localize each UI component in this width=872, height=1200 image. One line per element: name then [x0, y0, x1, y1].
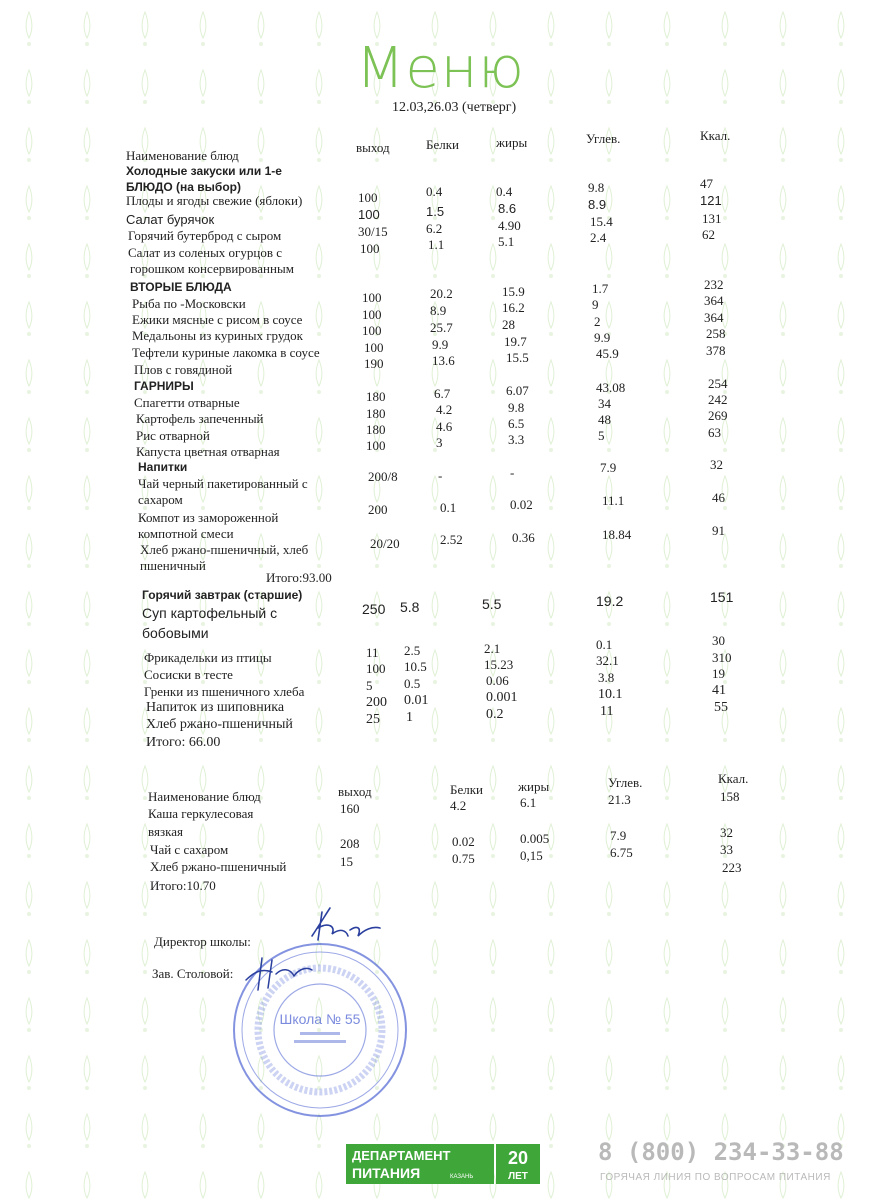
- cell-kcal: 121: [700, 193, 722, 208]
- dish-name-continued: горошком консервированным: [130, 261, 294, 276]
- cell-carbs: 15.4: [590, 214, 613, 229]
- cell-kcal: 254: [708, 376, 728, 391]
- cell-protein: 1.1: [428, 237, 445, 252]
- cell-output: 160: [340, 801, 360, 816]
- cell-kcal: 158: [720, 789, 740, 804]
- dish-name: Рыба по -Московски: [132, 296, 246, 311]
- logo-city: КАЗАНЬ: [450, 1174, 474, 1180]
- cell-fat: 0.001: [486, 690, 518, 705]
- cell-fat: 3.3: [508, 432, 525, 447]
- cell-output: 25: [366, 712, 380, 727]
- breakfast-total: Итого:10.70: [150, 878, 216, 893]
- cell-protein: 6.7: [434, 386, 451, 401]
- cell-output: 100: [358, 190, 378, 205]
- dish-name-continued: компотной смеси: [138, 526, 234, 541]
- cell-kcal: 364: [704, 293, 724, 308]
- header-fat: жиры: [518, 779, 550, 794]
- section-heading: Напитки: [138, 460, 188, 474]
- cell-carbs: 32.1: [596, 653, 619, 668]
- cell-protein: 8.9: [430, 303, 447, 318]
- cell-carbs: 45.9: [596, 346, 619, 361]
- cell-carbs: 6.75: [610, 845, 633, 860]
- cell-output: 30/15: [358, 224, 388, 239]
- director-label: Директор школы:: [154, 934, 251, 949]
- dish-name: Фрикадельки из птицы: [144, 650, 272, 665]
- dish-name: Каша геркулесовая: [148, 806, 254, 821]
- hotline-caption: ГОРЯЧАЯ ЛИНИЯ ПО ВОПРОСАМ ПИТАНИЯ: [600, 1172, 831, 1183]
- cell-output: 100: [366, 661, 386, 676]
- cell-kcal: 55: [714, 700, 728, 715]
- dish-name: Капуста цветная отварная: [136, 444, 280, 459]
- cell-carbs: 8.9: [588, 197, 607, 212]
- cell-carbs: 43.08: [596, 380, 626, 395]
- logo-years-number: 20: [507, 1148, 529, 1168]
- section-heading: ГАРНИРЫ: [134, 379, 194, 393]
- cell-output: 100: [364, 340, 384, 355]
- cell-fat: 0.36: [512, 530, 535, 545]
- dish-name: Горячий бутерброд с сыром: [128, 228, 282, 243]
- cell-fat: 5.5: [482, 596, 502, 612]
- logo-years-word: ЛЕТ: [508, 1171, 528, 1182]
- dish-name: Компот из замороженной: [138, 510, 279, 525]
- logo-line2: ПИТАНИЯ: [352, 1165, 421, 1181]
- cell-carbs: 10.1: [598, 687, 623, 702]
- dish-name: Медальоны из куриных грудок: [132, 328, 303, 343]
- cell-kcal: 46: [712, 490, 725, 505]
- dish-name: Рис отварной: [136, 428, 210, 443]
- cell-carbs: 9.9: [594, 330, 611, 345]
- cell-carbs: 9: [592, 297, 599, 312]
- header-output: выход: [338, 784, 372, 799]
- cell-protein: 0.4: [426, 184, 443, 199]
- header-carbs: Углев.: [608, 775, 643, 790]
- cell-protein: 10.5: [404, 659, 427, 674]
- cell-output: 100: [366, 438, 386, 453]
- dish-name: Плоды и ягоды свежие (яблоки): [126, 193, 303, 208]
- cell-fat: 0,15: [520, 848, 543, 863]
- dish-name: Тефтели куриные лакомка в соусе: [132, 345, 320, 360]
- cell-protein: 2.5: [404, 643, 421, 658]
- section-heading: ВТОРЫЕ БЛЮДА: [130, 280, 232, 294]
- cell-protein: 13.6: [432, 353, 455, 368]
- stamp-school-number: Школа № 55: [279, 1011, 361, 1027]
- cell-fat: 16.2: [502, 300, 525, 315]
- dish-name: Салат бурячок: [126, 212, 215, 227]
- cell-fat: 2.1: [484, 641, 501, 656]
- dish-name-continued: вязкая: [148, 824, 183, 839]
- cell-protein: 0.75: [452, 851, 475, 866]
- cell-fat: 9.8: [508, 400, 525, 415]
- dish-name: Напиток из шиповника: [146, 700, 285, 715]
- cell-kcal: 32: [720, 825, 733, 840]
- cell-carbs: 18.84: [602, 527, 632, 542]
- cell-output: 100: [362, 290, 382, 305]
- cell-carbs: 11.1: [602, 493, 625, 508]
- logo-line1: ДЕПАРТАМЕНТ: [352, 1148, 451, 1163]
- cell-output: 11: [366, 645, 379, 660]
- cell-fat: -: [510, 465, 515, 480]
- cell-fat: 6.5: [508, 416, 525, 431]
- section-heading: Холодные закуски или 1-е: [126, 164, 282, 178]
- cell-protein: 4.2: [436, 402, 453, 417]
- header-protein: Белки: [450, 782, 483, 797]
- cell-protein: 0.01: [404, 693, 429, 708]
- header-kcal: Ккал.: [700, 128, 731, 143]
- cell-protein: 5.8: [400, 599, 420, 615]
- dish-name: Картофель запеченный: [136, 411, 264, 426]
- cell-output: 5: [366, 678, 373, 693]
- cell-fat: 0.02: [510, 497, 533, 512]
- cell-carbs: 2.4: [590, 230, 607, 245]
- cell-kcal: 30: [712, 633, 725, 648]
- cell-fat: 15.9: [502, 284, 525, 299]
- cell-protein: 4.2: [450, 798, 467, 813]
- cell-kcal: 364: [704, 310, 724, 325]
- department-logo: [346, 1140, 544, 1192]
- cell-carbs: 48: [598, 412, 611, 427]
- dish-name: Хлеб ржано-пшеничный: [150, 859, 287, 874]
- lunch-total: Итого:93.00: [266, 570, 332, 585]
- dish-name-continued: бобовыми: [142, 625, 209, 641]
- cell-carbs: 34: [598, 396, 611, 411]
- cell-protein: -: [438, 468, 443, 483]
- hot-breakfast-total: Итого: 66.00: [146, 735, 221, 750]
- cell-carbs: 7.9: [600, 460, 617, 475]
- cell-output: 250: [362, 601, 386, 617]
- section-heading: Горячий завтрак (старшие): [142, 588, 303, 602]
- cell-protein: 2.52: [440, 532, 463, 547]
- dish-name: Спагетти отварные: [134, 395, 240, 410]
- cell-kcal: 378: [706, 343, 726, 358]
- dish-name: Чай черный пакетированный с: [138, 476, 308, 491]
- dish-name: Суп картофельный с: [142, 605, 278, 621]
- cell-fat: 5.1: [498, 234, 515, 249]
- cell-fat: 6.1: [520, 795, 537, 810]
- cell-protein: 1: [406, 710, 413, 725]
- cell-output: 208: [340, 836, 360, 851]
- header-kcal: Ккал.: [718, 771, 749, 786]
- cell-fat: 6.07: [506, 383, 529, 398]
- canteen-signature: [232, 950, 332, 995]
- cell-output: 100: [362, 323, 382, 338]
- cell-output: 100: [360, 241, 380, 256]
- dish-name: Салат из соленых огурцов с: [128, 245, 282, 260]
- dish-name-continued: пшеничный: [140, 558, 206, 573]
- canteen-label: Зав. Столовой:: [152, 966, 234, 981]
- cell-kcal: 242: [708, 392, 728, 407]
- cell-output: 180: [366, 406, 386, 421]
- cell-protein: 20.2: [430, 286, 453, 301]
- cell-kcal: 151: [710, 589, 734, 605]
- cell-fat: 28: [502, 317, 515, 332]
- header-output: выход: [356, 140, 390, 155]
- section-heading: БЛЮДО (на выбор): [126, 180, 241, 194]
- cell-kcal: 19: [712, 666, 725, 681]
- cell-kcal: 269: [708, 408, 728, 423]
- menu-date: 12.03,26.03 (четверг): [392, 100, 517, 115]
- cell-output: 180: [366, 422, 386, 437]
- dish-name: Хлеб ржано-пшеничный: [146, 717, 293, 732]
- cell-output: 20/20: [370, 536, 400, 551]
- cell-fat: 15.23: [484, 657, 514, 672]
- cell-carbs: 0.1: [596, 637, 613, 652]
- cell-output: 190: [364, 356, 384, 371]
- cell-fat: 0.06: [486, 673, 509, 688]
- dish-name: Гренки из пшеничного хлеба: [144, 684, 305, 699]
- cell-output: 15: [340, 854, 353, 869]
- header-fat: жиры: [496, 135, 528, 150]
- page-title: Меню: [356, 36, 525, 101]
- cell-kcal: 33: [720, 842, 733, 857]
- cell-carbs: 3.8: [598, 670, 615, 685]
- header-dish-name: Наименование блюд: [126, 148, 239, 163]
- cell-kcal: 232: [704, 277, 724, 292]
- dish-name: Плов с говядиной: [134, 362, 233, 377]
- dish-name: Ежики мясные с рисом в соусе: [132, 312, 303, 327]
- header-protein: Белки: [426, 137, 459, 152]
- cell-carbs: 5: [598, 428, 605, 443]
- header-dish-name: Наименование блюд: [148, 789, 261, 804]
- cell-fat: 8.6: [498, 201, 517, 216]
- cell-protein: 0.1: [440, 500, 457, 515]
- cell-kcal: 62: [702, 227, 715, 242]
- cell-carbs: 9.8: [588, 180, 605, 195]
- cell-fat: 0.4: [496, 184, 513, 199]
- cell-carbs: 1.7: [592, 281, 609, 296]
- cell-protein: 3: [436, 435, 443, 450]
- cell-kcal: 32: [710, 457, 723, 472]
- cell-carbs: 2: [594, 314, 601, 329]
- dish-name: Хлеб ржано-пшеничный, хлеб: [140, 542, 309, 557]
- cell-output: 100: [358, 207, 380, 222]
- cell-kcal: 41: [712, 683, 726, 698]
- cell-fat: 0.005: [520, 831, 550, 846]
- cell-fat: 4.90: [498, 218, 521, 233]
- cell-protein: 25.7: [430, 320, 453, 335]
- cell-carbs: 11: [600, 704, 614, 719]
- cell-output: 180: [366, 389, 386, 404]
- cell-kcal: 47: [700, 176, 713, 191]
- cell-protein: 9.9: [432, 337, 449, 352]
- cell-protein: 6.2: [426, 221, 443, 236]
- cell-fat: 19.7: [504, 334, 527, 349]
- cell-protein: 4.6: [436, 419, 453, 434]
- cell-protein: 0.5: [404, 676, 421, 691]
- cell-carbs: 19.2: [596, 593, 624, 609]
- dish-name-continued: сахаром: [138, 492, 183, 507]
- cell-kcal: 63: [708, 425, 721, 440]
- cell-output: 200/8: [368, 469, 398, 484]
- cell-output: 200: [368, 502, 388, 517]
- dish-name: Сосиски в тесте: [144, 667, 233, 682]
- cell-protein: 0.02: [452, 834, 475, 849]
- cell-output: 100: [362, 307, 382, 322]
- cell-carbs: 21.3: [608, 792, 631, 807]
- cell-kcal: 131: [702, 211, 722, 226]
- hotline-phone: 8 (800) 234-33-88: [598, 1138, 844, 1166]
- cell-fat: 15.5: [506, 350, 529, 365]
- cell-carbs: 7.9: [610, 828, 627, 843]
- dish-name: Чай с сахаром: [150, 842, 229, 857]
- cell-kcal: 310: [712, 650, 732, 665]
- header-carbs: Углев.: [586, 131, 621, 146]
- cell-output: 200: [366, 695, 387, 710]
- cell-protein: 1.5: [426, 204, 445, 219]
- cell-kcal: 258: [706, 326, 726, 341]
- kcal-sum: 223: [722, 860, 742, 875]
- cell-fat: 0.2: [486, 707, 504, 722]
- cell-kcal: 91: [712, 523, 725, 538]
